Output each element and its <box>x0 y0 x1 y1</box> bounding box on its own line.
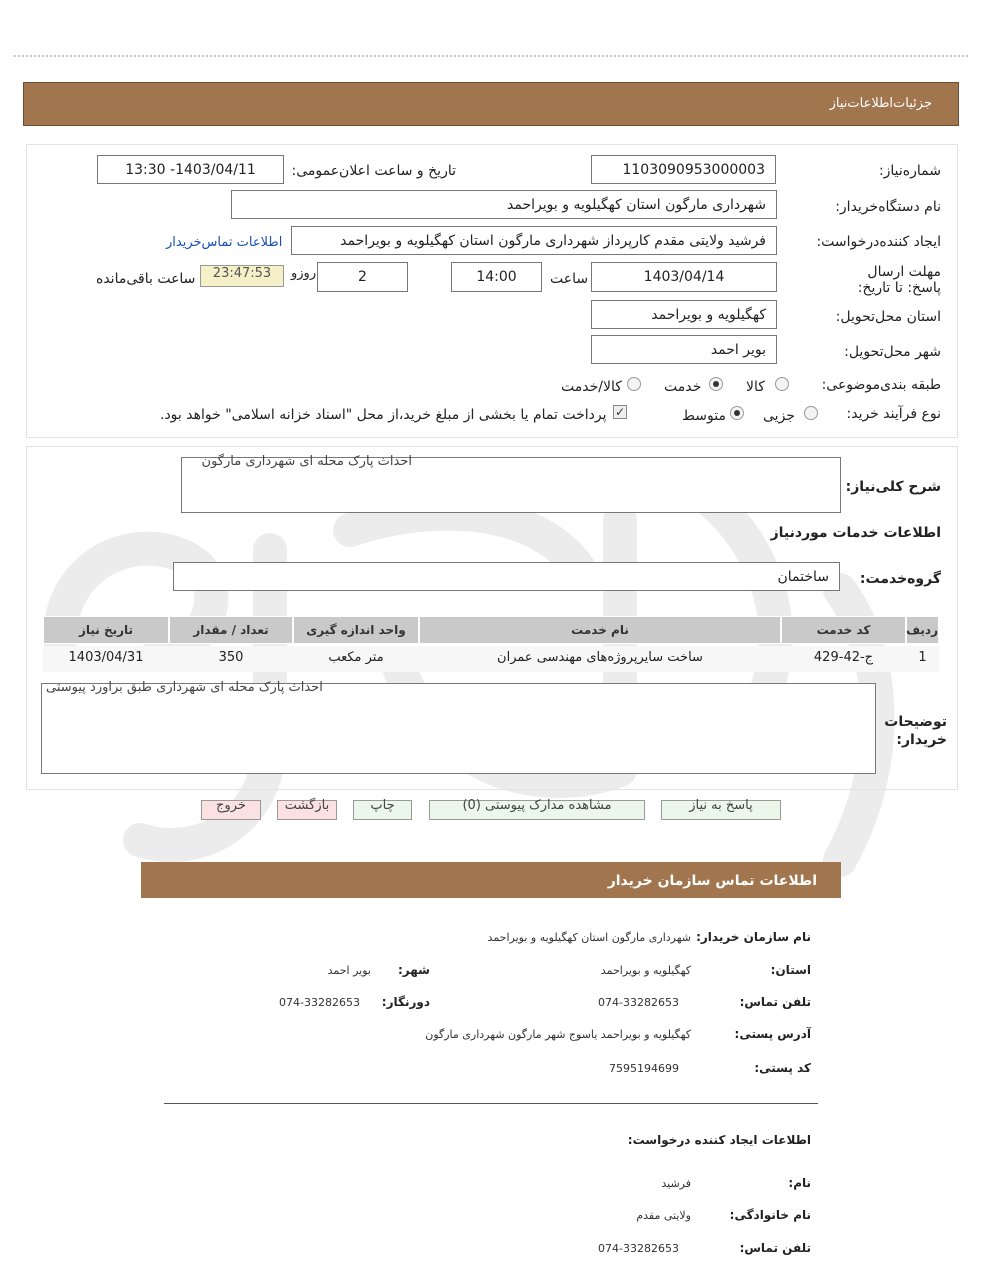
category-radio-service[interactable] <box>709 377 723 391</box>
deadline-date-field: 1403/04/14 <box>591 262 777 292</box>
announce-date-field: 1403/04/11- 13:30 <box>97 155 284 184</box>
remaining-time-display: 23:47:53 <box>200 265 284 287</box>
buyer-contact-header <box>141 862 841 898</box>
category-label: طبقه بندی‌موضوعی: <box>821 377 941 393</box>
need-number-label: شماره‌نیاز: <box>878 163 941 179</box>
print-button[interactable]: چاپ <box>353 800 412 820</box>
deadline-time-field: 14:00 <box>451 262 542 292</box>
table-header-quantity: تعداد / مقدار <box>169 616 293 644</box>
contact-fax-value: 074-33282653 <box>279 996 360 1009</box>
service-code: ج-42-429 <box>813 650 874 665</box>
buyer-notes-label: توضیحات خریدار: <box>884 714 947 748</box>
process-option-minor: جزیی <box>763 408 795 424</box>
summary-text: احداث پارک محله ای شهرداری مارگون <box>201 454 412 469</box>
category-option-service: خدمت <box>664 379 702 395</box>
process-radio-medium[interactable] <box>730 406 744 420</box>
reply-button[interactable]: پاسخ به نیاز <box>661 800 781 820</box>
need-date: 1403/04/31 <box>68 650 144 665</box>
category-option-goods: کالا <box>746 379 765 395</box>
creator-phone-label: تلفن تماس: <box>739 1241 811 1255</box>
deadline-label: مهلت ارسال پاسخ: تا تاریخ: <box>857 264 941 296</box>
contact-fax-label: دورنگار: <box>381 995 430 1009</box>
creator-info-title: اطلاعات ایجاد کننده درخواست: <box>627 1133 811 1147</box>
back-button[interactable]: بازگشت <box>277 800 337 820</box>
process-label: نوع فرآیند خرید: <box>846 406 941 422</box>
province-label: استان محل‌تحویل: <box>835 309 941 325</box>
contact-org-value: شهرداری مارگون استان کهگیلویه و بویراحمد <box>487 931 691 944</box>
contact-province-label: استان: <box>770 963 811 977</box>
summary-textarea[interactable] <box>181 454 841 513</box>
table-header-row-number: ردیف <box>906 616 939 644</box>
remaining-time-label: ساعت باقی‌مانده <box>96 271 196 287</box>
treasury-payment-note: پرداخت تمام یا بخشی از مبلغ خرید،از محل "اسناد خزانه اسلامی" خواهد بود. <box>160 407 607 423</box>
process-radio-minor[interactable] <box>804 406 818 420</box>
creator-phone-value: 074-33282653 <box>598 1242 679 1255</box>
exit-button[interactable]: خروج <box>201 800 261 820</box>
process-option-medium: متوسط <box>682 408 726 424</box>
category-option-goods-service: کالا/خدمت <box>561 379 622 395</box>
creator-family-label: نام خانوادگی: <box>729 1208 811 1222</box>
contact-org-label: نام سازمان خریدار: <box>696 930 811 944</box>
attachments-button[interactable]: مشاهده مدارک پیوستی (0) <box>429 800 645 820</box>
table-header-unit: واحد اندازه گیری <box>293 616 419 644</box>
contact-city-value: بویر احمد <box>327 964 371 977</box>
buyer-contact-link[interactable]: اطلاعات تماس‌خریدار <box>166 235 283 250</box>
row-number: 1 <box>918 650 927 665</box>
creator-label: ایجاد کننده‌درخواست: <box>816 234 941 250</box>
service-name: ساخت سایرپروژه‌های مهندسی عمران <box>497 650 703 665</box>
contact-address-label: آدرس پستی: <box>734 1027 811 1041</box>
category-radio-goods-service[interactable] <box>627 377 641 391</box>
contact-province-value: کهگیلویه و بویراحمد <box>600 964 691 977</box>
city-field: بویر احمد <box>591 335 777 364</box>
creator-name-value: فرشید <box>661 1177 691 1190</box>
contact-divider <box>164 1103 818 1104</box>
contact-postal-value: 7595194699 <box>609 1062 679 1075</box>
section-header <box>23 82 959 126</box>
creator-family-value: ولایتی مقدم <box>636 1209 691 1222</box>
buyer-notes-textarea[interactable] <box>41 680 876 774</box>
unit: متر مکعب <box>328 650 384 665</box>
quantity: 350 <box>218 650 244 665</box>
services-table <box>43 616 939 672</box>
contact-phone-value: 074-33282653 <box>598 996 679 1009</box>
table-header-service-name: نام خدمت <box>419 616 781 644</box>
city-label: شهر محل‌تحویل: <box>844 344 941 360</box>
contact-city-label: شهر: <box>398 963 430 977</box>
treasury-payment-checkbox[interactable]: ✓ <box>614 405 626 419</box>
service-group-field: ساختمان <box>173 562 840 591</box>
table-header-service-code: کد خدمت <box>781 616 906 644</box>
buyer-org-field: شهرداری مارگون استان کهگیلویه و بویراحمد <box>231 190 777 219</box>
announce-date-label: تاریخ و ساعت اعلان‌عمومی: <box>291 163 456 179</box>
buyer-notes-text: احداث پارک محله ای شهرداری طبق براورد پیوستی <box>46 680 323 695</box>
contact-phone-label: تلفن تماس: <box>739 995 811 1009</box>
creator-name-label: نام: <box>788 1176 811 1190</box>
contact-postal-label: کد پستی: <box>754 1061 811 1075</box>
table-row <box>43 646 939 672</box>
contact-address-value: کهگیلویه و بویراحمد یاسوج شهر مارگون شهرداری مارگون <box>425 1028 691 1041</box>
table-header-need-date: تاریخ نیاز <box>43 616 169 644</box>
deadline-time-label: ساعت <box>550 271 589 287</box>
buyer-contact-title: اطلاعات تماس سازمان خریدار <box>607 873 817 889</box>
province-field: کهگیلویه و بویراحمد <box>591 300 777 329</box>
need-number-field: 1103090953000003 <box>591 155 776 184</box>
service-group-label: گروه‌خدمت: <box>859 571 941 587</box>
category-radio-goods[interactable] <box>775 377 789 391</box>
buyer-org-label: نام دستگاه‌خریدار: <box>835 199 941 215</box>
days-label: روزو <box>291 266 317 281</box>
services-title: اطلاعات خدمات موردنیاز <box>770 525 941 541</box>
days-field: 2 <box>317 262 408 292</box>
summary-label: شرح کلی‌نیاز: <box>845 479 941 495</box>
section-header-title: جزئیات‌اطلاعات‌نیاز <box>829 96 932 111</box>
top-dotted-divider <box>14 55 968 57</box>
creator-field: فرشید ولایتی مقدم کارپرداز شهرداری مارگون استان کهگیلویه و بویراحمد <box>291 226 777 255</box>
